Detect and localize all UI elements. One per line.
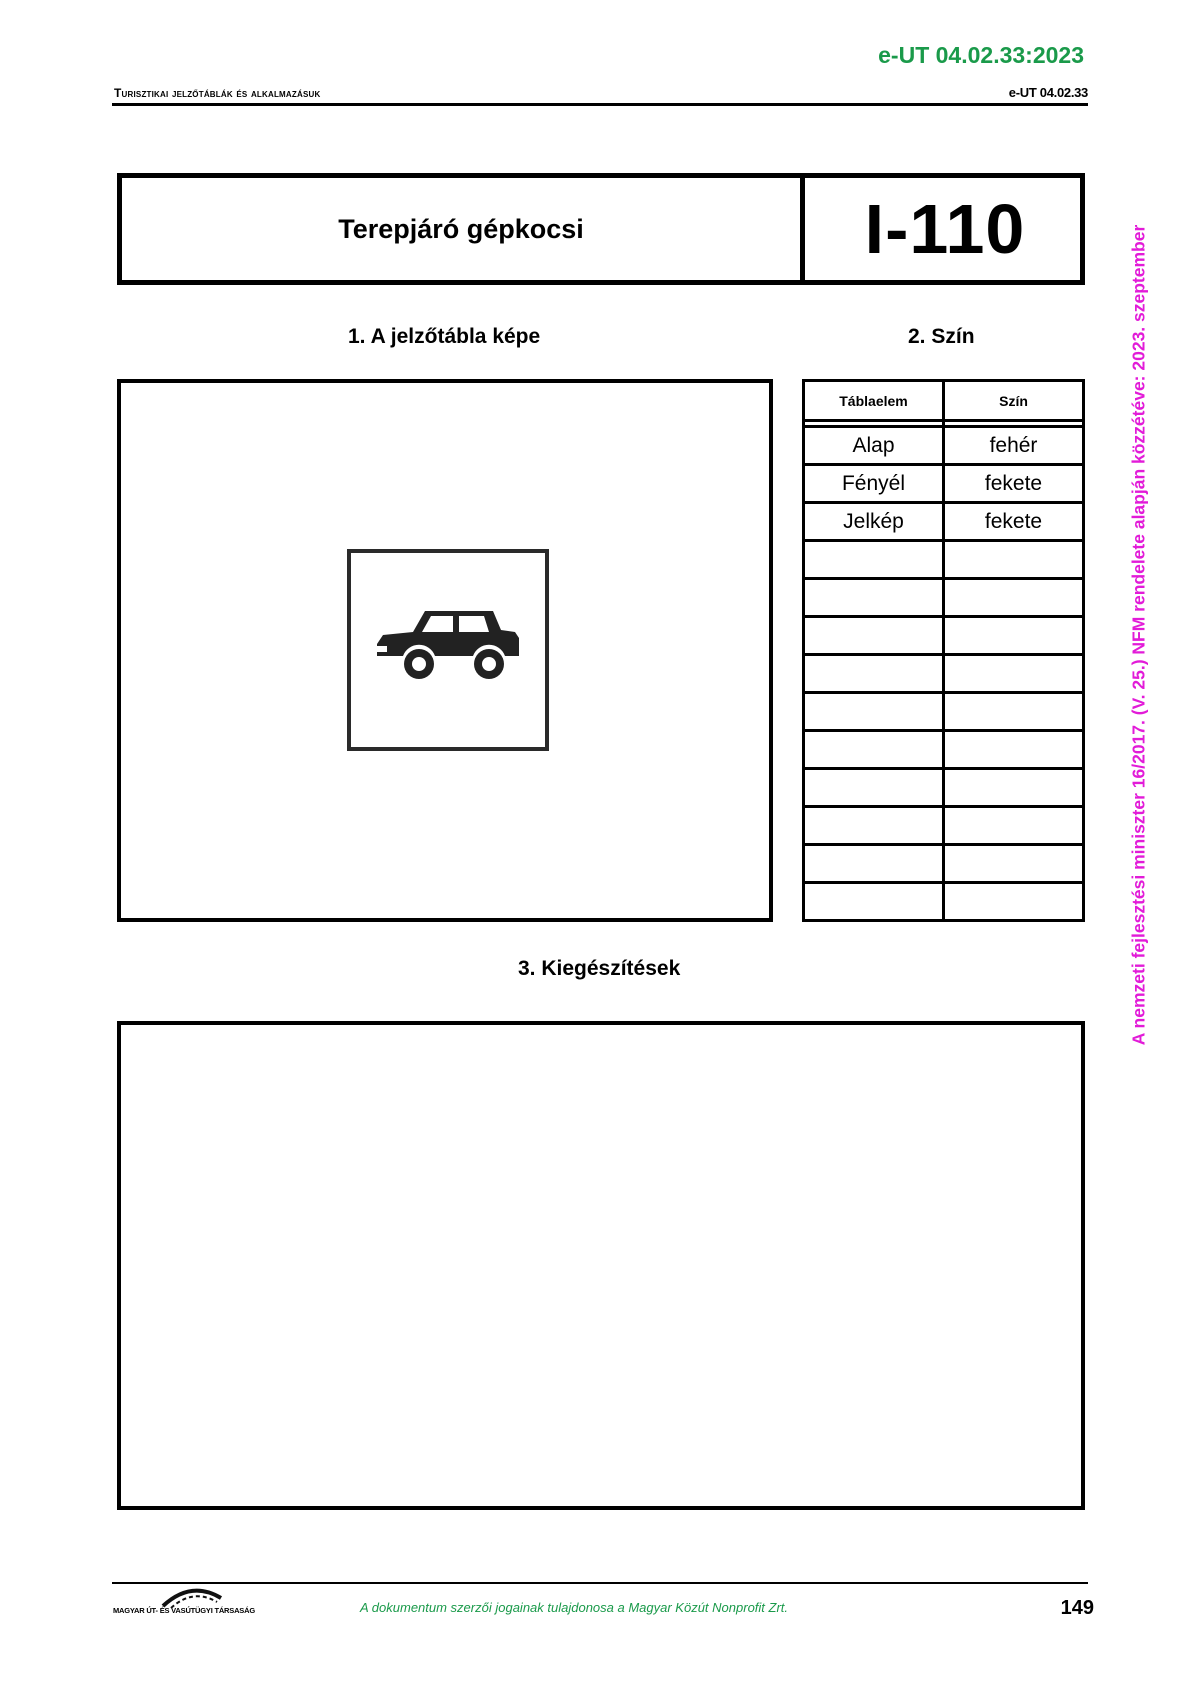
row-element: [804, 693, 944, 731]
table-row: [804, 503, 1084, 541]
row-color: [944, 769, 1084, 807]
row-element: [804, 541, 944, 579]
row-element: Fényél: [804, 465, 944, 503]
logo-text: MAGYAR ÚT- ÉS VASÚTÜGYI TÁRSASÁG: [113, 1606, 255, 1615]
title-box: [117, 173, 1085, 285]
table-row: [804, 845, 1084, 883]
row-element: [804, 769, 944, 807]
row-element: [804, 807, 944, 845]
table-row: [804, 465, 1084, 503]
color-table: [802, 379, 1085, 922]
row-color: fehér: [944, 427, 1084, 465]
table-row: [804, 807, 1084, 845]
row-color: [944, 731, 1084, 769]
table-row: [804, 541, 1084, 579]
row-color: [944, 807, 1084, 845]
vertical-publication-note: [1127, 160, 1151, 1110]
table-row: [804, 617, 1084, 655]
row-color: [944, 541, 1084, 579]
footer-divider: [112, 1582, 1088, 1584]
row-color: [944, 845, 1084, 883]
row-color: [944, 655, 1084, 693]
table-row: [804, 655, 1084, 693]
table-row: [804, 883, 1084, 921]
header-color: Szín: [944, 381, 1084, 421]
off-road-car-icon: [375, 608, 523, 688]
running-header: [112, 84, 1088, 106]
publisher-logo: [113, 1586, 263, 1622]
sign-plate: [347, 549, 549, 751]
section-heading-image: 1. A jelzőtábla képe: [348, 325, 541, 348]
row-color: [944, 579, 1084, 617]
page-number: 149: [1060, 1597, 1094, 1619]
row-color: fekete: [944, 503, 1084, 541]
row-element: Alap: [804, 427, 944, 465]
row-element: [804, 617, 944, 655]
running-header-code: e-UT 04.02.33: [1008, 85, 1088, 100]
row-color: [944, 883, 1084, 921]
notes-frame: [117, 1021, 1085, 1510]
table-row: [804, 579, 1084, 617]
row-element: [804, 845, 944, 883]
row-color: fekete: [944, 465, 1084, 503]
vertical-note-text: A nemzeti fejlesztési miniszter 16/2017. (V. 25.) NFM rendelete alapján közzétéve: 2023. szeptember: [1128, 224, 1149, 1046]
row-color: [944, 617, 1084, 655]
header-element: Táblaelem: [804, 381, 944, 421]
section-heading-notes: 3. Kiegészítések: [518, 957, 681, 980]
sign-image-frame: [117, 379, 773, 922]
row-element: [804, 883, 944, 921]
copyright-notice: A dokumentum szerzői jogainak tulajdonosa a Magyar Közút Nonprofit Zrt.: [360, 1600, 789, 1615]
color-table-header: [804, 381, 1084, 421]
row-element: [804, 579, 944, 617]
section-heading-color: 2. Szín: [908, 325, 975, 348]
row-element: Jelkép: [804, 503, 944, 541]
row-element: [804, 655, 944, 693]
document-code: e-UT 04.02.33:2023: [878, 42, 1084, 68]
sign-code: I-110: [864, 190, 1026, 268]
row-element: [804, 731, 944, 769]
running-header-title: Turisztikai jelzőtáblák és alkalmazásuk: [114, 86, 321, 100]
row-color: [944, 693, 1084, 731]
table-row: [804, 731, 1084, 769]
sign-name: Terepjáró gépkocsi: [122, 178, 805, 280]
table-row: [804, 769, 1084, 807]
table-row: [804, 427, 1084, 465]
table-row: [804, 693, 1084, 731]
